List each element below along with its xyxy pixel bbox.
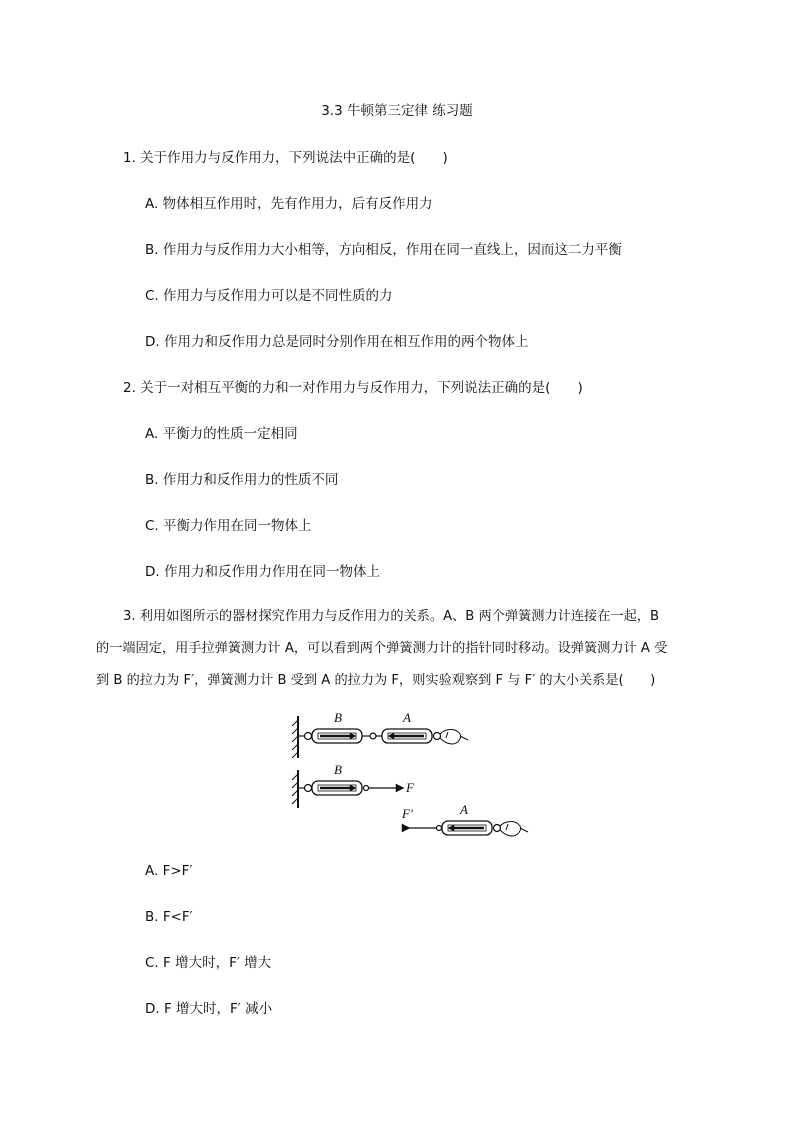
question-3-stem-line-3: 到 B 的拉力为 F′，弹簧测力计 B 受到 A 的拉力为 F，则实验观察到 F 与 F′ 的大小关系是( ) xyxy=(96,673,656,688)
question-3-stem-line-2: 的一端固定，用手拉弹簧测力计 A，可以看到两个弹簧测力计的指针同时移动。设弹簧测力计 A 受 xyxy=(96,641,668,656)
connector-hook xyxy=(370,733,376,739)
question-2-option-b: B. 作用力和反作用力的性质不同 xyxy=(145,472,339,488)
label-a-top: A xyxy=(403,710,411,725)
spring-scale-figure xyxy=(290,708,540,850)
force-arrow-f-prime xyxy=(402,824,442,832)
label-b-middle: B xyxy=(334,762,342,777)
spring-scale-a-top xyxy=(376,729,441,743)
question-3-option-c: C. F 增大时，F′ 增大 xyxy=(145,955,272,971)
label-f: F xyxy=(406,780,414,795)
spring-scale-b-top xyxy=(298,729,370,743)
question-1-option-c: C. 作用力与反作用力可以是不同性质的力 xyxy=(145,288,393,304)
hand-bottom xyxy=(500,822,528,837)
question-3-option-d: D. F 增大时，F′ 减小 xyxy=(145,1001,273,1017)
question-3-stem-line-1: 3. 利用如图所示的器材探究作用力与反作用力的关系。A、B 两个弹簧测力计连接在一起，B xyxy=(123,609,660,624)
question-1-option-a: A. 物体相互作用时，先有作用力，后有反作用力 xyxy=(145,196,433,212)
question-2-stem: 2. 关于一对相互平衡的力和一对作用力与反作用力，下列说法正确的是( ) xyxy=(123,380,583,396)
force-arrow-f xyxy=(369,784,404,792)
question-1-stem: 1. 关于作用力与反作用力，下列说法中正确的是( ) xyxy=(123,150,448,166)
question-1-option-b: B. 作用力与反作用力大小相等，方向相反，作用在同一直线上，因而这二力平衡 xyxy=(145,242,622,258)
question-2-option-d: D. 作用力和反作用力作用在同一物体上 xyxy=(145,564,380,580)
question-3-option-b: B. F<F′ xyxy=(145,909,193,925)
question-3-option-a: A. F>F′ xyxy=(145,863,193,879)
label-a-bottom: A xyxy=(460,802,468,817)
spring-scale-b-middle xyxy=(298,781,369,795)
label-f-prime: F′ xyxy=(402,806,413,821)
spring-scale-a-bottom xyxy=(442,821,501,835)
middle-row-wall xyxy=(292,770,298,808)
label-b-top: B xyxy=(334,710,342,725)
question-2-option-c: C. 平衡力作用在同一物体上 xyxy=(145,518,312,534)
top-row-wall xyxy=(292,716,298,758)
page-title: 3.3 牛顿第三定律 练习题 xyxy=(321,103,473,119)
question-1-option-d: D. 作用力和反作用力总是同时分别作用在相互作用的两个物体上 xyxy=(145,334,529,350)
hand-top xyxy=(440,730,468,745)
question-2-option-a: A. 平衡力的性质一定相同 xyxy=(145,426,298,442)
